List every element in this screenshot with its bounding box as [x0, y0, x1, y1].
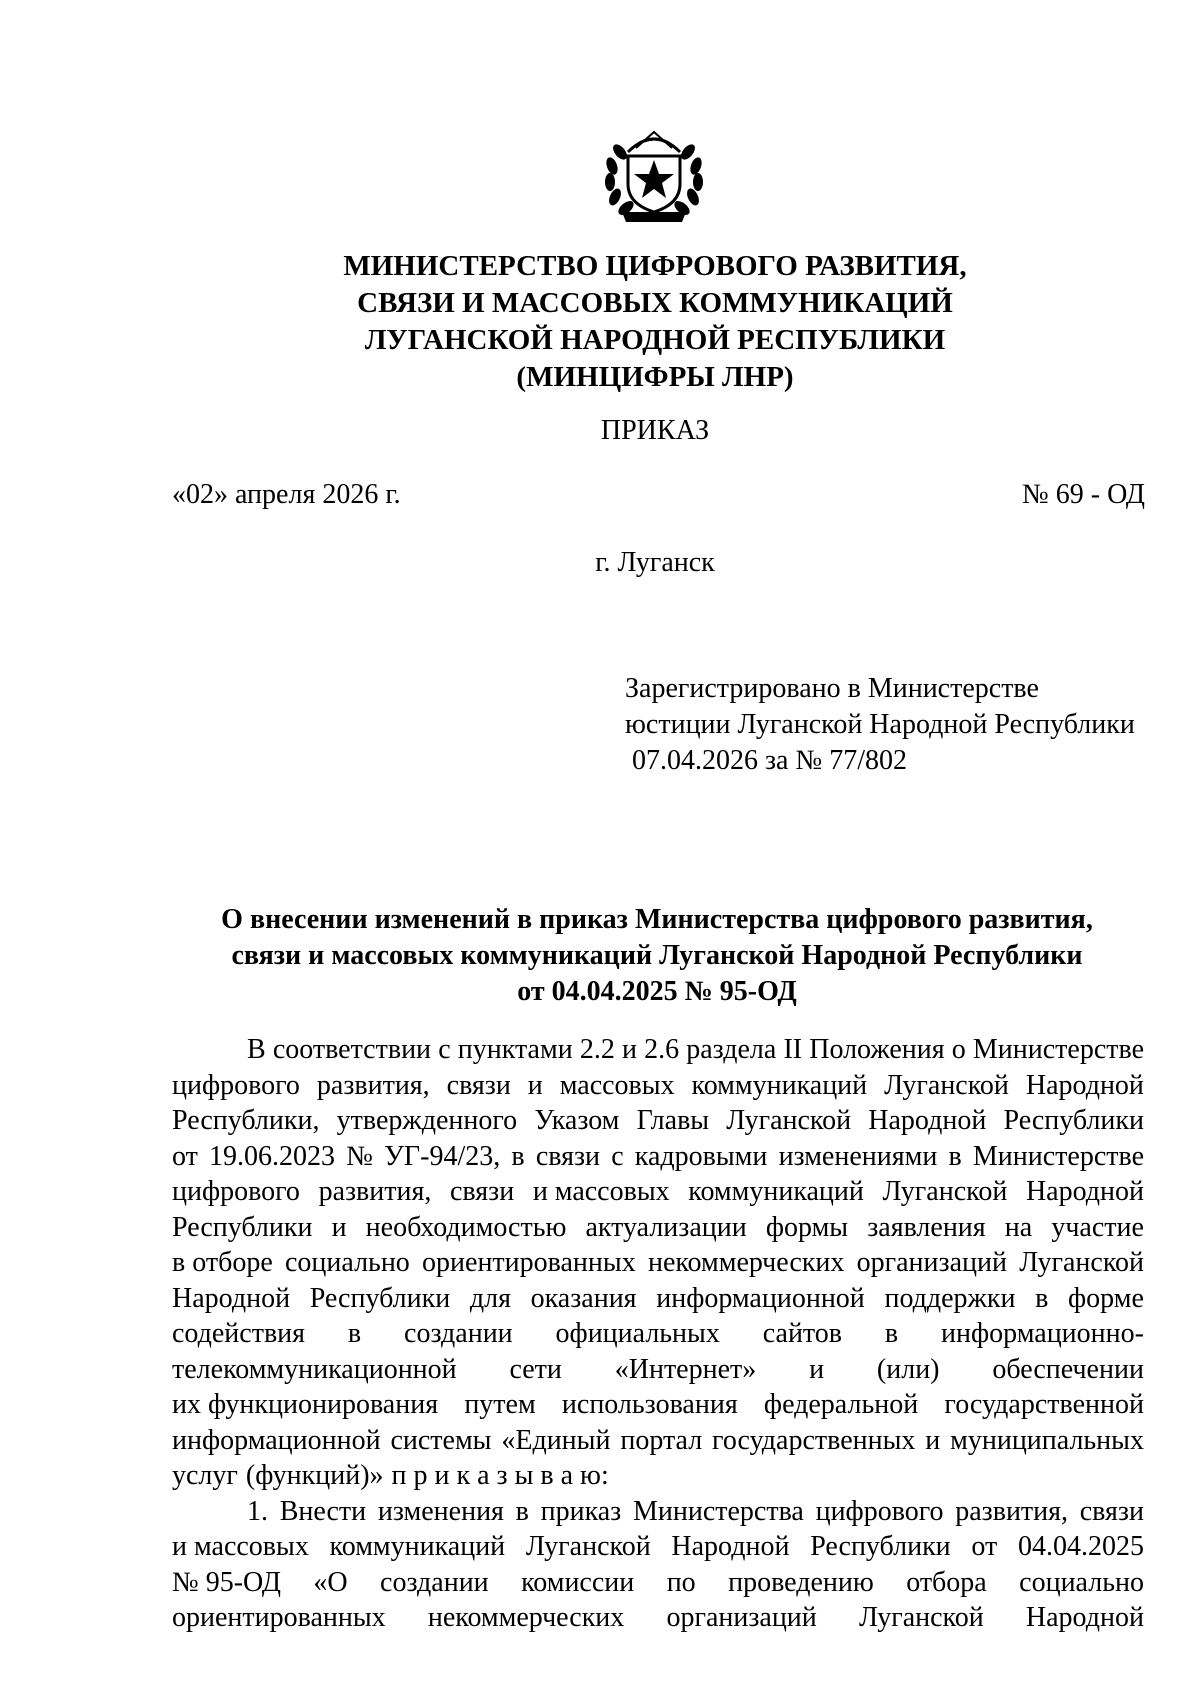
- registration-line: юстиции Луганской Народной Республики: [625, 709, 1135, 740]
- body-word: «Интернет»: [614, 1353, 757, 1385]
- body-word: формы: [765, 1211, 849, 1243]
- body-line: [172, 1245, 1144, 1281]
- body-word: для: [469, 1282, 511, 1314]
- body-word: 1.: [247, 1495, 268, 1527]
- body-word: связи: [535, 1140, 601, 1172]
- body-line: [172, 1352, 1144, 1388]
- ministry-name-line: ЛУГАНСКОЙ НАРОДНОЙ РЕСПУБЛИКИ: [364, 324, 946, 356]
- body-word: раздела: [686, 1034, 777, 1065]
- body-word: изменениями: [778, 1140, 938, 1172]
- body-line: [172, 1458, 1144, 1494]
- order-title-line: О внесении изменений в приказ Министерства цифрового развития,: [221, 904, 1093, 935]
- body-word: «Единый: [501, 1424, 611, 1456]
- body-word: п р и к а з ы в а ю:: [391, 1460, 609, 1491]
- body-word: организаций: [856, 1247, 1007, 1278]
- body-word: Луганской: [525, 1531, 651, 1562]
- body-word: массовых: [559, 1069, 675, 1101]
- body-word: цифрового: [172, 1176, 300, 1207]
- order-number: № 69 - ОД: [1022, 479, 1145, 510]
- body-word: Народной: [868, 1105, 987, 1136]
- body-word: в: [1035, 1282, 1049, 1314]
- body-word: коммуникаций: [691, 1069, 868, 1101]
- body-word: обеспечении: [992, 1353, 1144, 1385]
- body-word: Луганской: [882, 1176, 1008, 1207]
- body-word: Республики: [1003, 1105, 1144, 1136]
- body-word: от: [971, 1531, 998, 1562]
- body-line: [172, 1565, 1144, 1601]
- body-word: цифрового: [815, 1495, 944, 1527]
- body-word: форме: [1068, 1282, 1144, 1314]
- body-word: портал: [620, 1424, 703, 1456]
- body-word: связи: [446, 1069, 511, 1101]
- body-word: создании: [404, 1318, 513, 1349]
- body-word: информационной: [656, 1282, 865, 1314]
- body-word: Положения: [809, 1034, 945, 1065]
- body-word: и: [925, 1424, 941, 1456]
- order-body-text: [172, 1032, 1144, 1636]
- body-word: ориентированных: [422, 1247, 636, 1278]
- body-word: участие: [1051, 1211, 1144, 1243]
- body-word: оказания: [530, 1282, 637, 1314]
- body-word: развития,: [316, 1069, 430, 1101]
- body-word: ориентированных: [172, 1602, 386, 1633]
- body-word: приказ: [540, 1495, 622, 1527]
- body-word: связи: [449, 1176, 515, 1207]
- body-word: телекоммуникационной: [172, 1353, 457, 1385]
- body-word: развития,: [955, 1495, 1069, 1527]
- body-word: и массовых: [172, 1531, 309, 1562]
- body-word: кадровыми: [634, 1140, 768, 1172]
- body-word: поддержки: [884, 1282, 1016, 1314]
- body-word: Луганской: [1019, 1247, 1144, 1278]
- body-word: некоммерческих: [427, 1602, 625, 1633]
- body-word: информационной: [172, 1424, 381, 1456]
- body-line: [172, 1174, 1144, 1210]
- body-line: [172, 1281, 1144, 1317]
- body-line: [172, 1600, 1144, 1636]
- body-word: государственной: [944, 1389, 1144, 1420]
- body-word: Народной: [172, 1282, 291, 1314]
- body-word: в: [884, 1318, 899, 1349]
- body-word: заявления: [867, 1211, 986, 1243]
- body-word: с: [611, 1140, 624, 1172]
- body-word: (или): [876, 1353, 940, 1385]
- body-line: [172, 1494, 1144, 1530]
- registration-line: 07.04.2026 за № 77/802: [632, 745, 907, 776]
- city: г. Луганск: [595, 547, 715, 578]
- body-word: Народной: [1025, 1176, 1144, 1207]
- body-word: Луганской: [858, 1602, 984, 1633]
- body-word: системы: [390, 1424, 492, 1456]
- body-word: Министерстве: [972, 1140, 1144, 1172]
- registration-stamp: [625, 671, 1135, 779]
- body-word: социально: [285, 1247, 410, 1278]
- body-word: необходимостью: [365, 1211, 567, 1243]
- body-word: связи: [1079, 1495, 1144, 1527]
- body-word: 04.04.2025: [1017, 1531, 1144, 1562]
- body-word: организаций: [666, 1602, 817, 1633]
- body-word: от: [172, 1140, 198, 1172]
- body-line: [172, 1316, 1144, 1352]
- registration-line: Зарегистрировано в Министерстве: [625, 673, 1039, 704]
- body-word: пунктами: [457, 1034, 573, 1065]
- body-word: (функций)»: [245, 1460, 384, 1491]
- body-line: [172, 1387, 1144, 1423]
- body-word: и: [809, 1353, 825, 1385]
- body-word: Луганской: [884, 1069, 1009, 1101]
- body-word: в: [948, 1140, 962, 1172]
- body-word: Указом: [534, 1105, 620, 1136]
- body-word: в: [511, 1140, 525, 1172]
- lpr-coat-of-arms-icon: [598, 122, 710, 228]
- body-word: комиссии: [521, 1566, 635, 1598]
- body-word: отбора: [906, 1566, 987, 1598]
- body-word: официальных: [555, 1318, 720, 1349]
- body-line: [172, 1068, 1144, 1104]
- ministry-name: [220, 248, 1090, 396]
- body-line: [172, 1423, 1144, 1459]
- body-word: Главы: [636, 1105, 710, 1136]
- body-word: УГ-94/23,: [384, 1140, 501, 1172]
- body-word: II: [783, 1034, 803, 1065]
- body-word: услуг: [172, 1460, 238, 1491]
- body-word: 19.06.2023: [209, 1140, 336, 1172]
- body-word: Народной: [671, 1531, 790, 1562]
- ministry-name-line: СВЯЗИ И МАССОВЫХ КОММУНИКАЦИЙ: [357, 287, 953, 319]
- body-word: с: [438, 1034, 451, 1065]
- body-word: и: [331, 1211, 347, 1243]
- body-word: Министерства: [632, 1495, 804, 1527]
- body-line: [172, 1210, 1144, 1246]
- body-word: 2.6: [644, 1034, 680, 1065]
- body-word: и: [621, 1034, 637, 1065]
- body-word: муниципальных: [950, 1424, 1144, 1456]
- body-word: утвержденного: [336, 1105, 518, 1136]
- body-word: социально: [1019, 1566, 1144, 1598]
- body-word: и массовых: [532, 1176, 670, 1207]
- body-line: [172, 1103, 1144, 1139]
- body-word: Народной: [1025, 1602, 1144, 1633]
- body-word: Народной: [1025, 1069, 1144, 1101]
- ministry-name-line: (МИНЦИФРЫ ЛНР): [516, 361, 794, 393]
- body-word: 2.2: [579, 1034, 615, 1065]
- body-word: Внести: [279, 1495, 367, 1527]
- body-word: цифрового: [172, 1069, 300, 1101]
- body-word: развития,: [318, 1176, 432, 1207]
- body-word: В: [247, 1034, 266, 1065]
- order-title: [172, 902, 1142, 1010]
- body-word: о: [951, 1034, 966, 1065]
- body-word: №: [346, 1140, 373, 1172]
- body-word: № 95-ОД: [172, 1566, 281, 1598]
- body-word: информационно-: [941, 1318, 1144, 1349]
- body-word: в: [515, 1495, 529, 1527]
- body-word: Республики,: [172, 1105, 320, 1136]
- body-word: Министерстве: [972, 1034, 1144, 1065]
- body-word: в отборе: [172, 1247, 273, 1278]
- body-word: сайтов: [762, 1318, 843, 1349]
- body-word: содействия: [172, 1318, 306, 1349]
- body-word: актуализации: [585, 1211, 747, 1243]
- body-word: коммуникаций: [329, 1531, 506, 1562]
- body-word: государственных: [712, 1424, 916, 1456]
- body-word: и: [527, 1069, 543, 1101]
- body-line: [172, 1139, 1144, 1175]
- body-word: на: [1004, 1211, 1033, 1243]
- body-line: [172, 1529, 1144, 1565]
- document-type: ПРИКАЗ: [600, 415, 710, 446]
- body-word: коммуникаций: [688, 1176, 864, 1207]
- body-word: Республики: [309, 1282, 451, 1314]
- body-word: Луганской: [726, 1105, 852, 1136]
- order-date: «02» апреля 2026 г.: [172, 479, 401, 510]
- order-title-line: связи и массовых коммуникаций Луганской Народной Республики: [231, 940, 1083, 971]
- body-line: [172, 1032, 1144, 1068]
- body-word: некоммерческих: [647, 1247, 845, 1278]
- body-word: их функционирования: [172, 1389, 439, 1420]
- body-word: в: [347, 1318, 362, 1349]
- body-word: использования: [561, 1389, 738, 1420]
- order-title-line: от 04.04.2025 № 95-ОД: [517, 976, 797, 1007]
- body-word: Республики: [810, 1531, 951, 1562]
- body-word: изменения: [377, 1495, 504, 1527]
- body-word: путем: [464, 1389, 536, 1420]
- body-word: создании: [380, 1566, 489, 1598]
- body-word: соответствии: [272, 1034, 432, 1065]
- body-word: проведению: [728, 1566, 874, 1598]
- body-word: по: [666, 1566, 696, 1598]
- body-word: федеральной: [763, 1389, 919, 1420]
- body-word: Республики: [172, 1211, 313, 1243]
- body-word: сети: [509, 1353, 562, 1385]
- body-word: «О: [313, 1566, 348, 1598]
- ministry-name-line: МИНИСТЕРСТВО ЦИФРОВОГО РАЗВИТИЯ,: [343, 250, 967, 282]
